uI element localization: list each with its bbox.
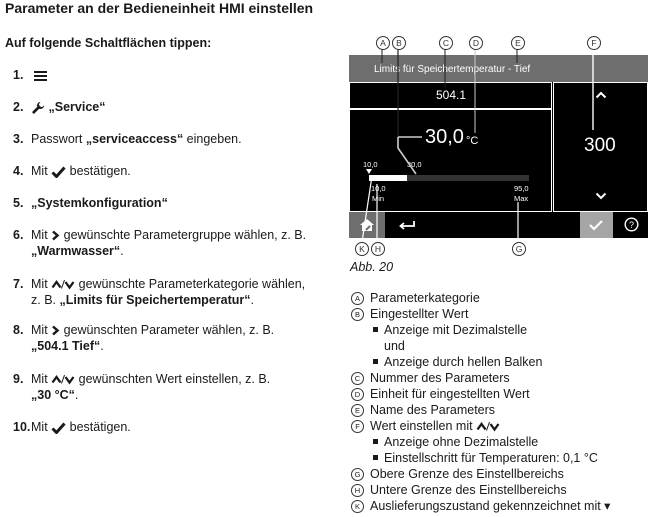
legend-b-item-1: Anzeige mit Dezimalstelle	[373, 322, 527, 338]
chevron-right-icon	[51, 230, 60, 241]
callout-f: F	[587, 36, 601, 50]
legend-f-item-1: Anzeige ohne Dezimalstelle	[373, 434, 538, 450]
hmi-unit: °C	[466, 135, 479, 147]
up-down-arrows-icon	[51, 374, 75, 385]
hmi-bar-value: 30,0	[407, 160, 422, 169]
step-5: 5. „Systemkonfiguration“	[13, 196, 168, 210]
callout-k: K	[355, 242, 369, 256]
step-10: 10.Mit bestätigen.	[13, 420, 131, 434]
hmi-category-label: Limits für Speichertemperatur - Tief	[374, 64, 531, 75]
callout-e: E	[511, 36, 525, 50]
intro-text: Auf folgende Schaltflächen tippen:	[5, 36, 212, 50]
callout-a: A	[376, 36, 390, 50]
up-down-arrows-icon	[51, 279, 75, 290]
up-down-arrows-icon	[476, 421, 500, 432]
hmi-min-value: 10,0	[371, 184, 386, 193]
legend-k: K Auslieferungszustand gekennzeichnet mit ▾	[351, 498, 610, 514]
hmi-max-value: 95,0	[514, 184, 529, 193]
step-8: 8. Mit gewünschten Parameter wählen, z. B. „504.1 Tief“.	[13, 323, 275, 353]
callout-g: G	[512, 242, 526, 256]
callout-b: B	[392, 36, 406, 50]
callout-h: H	[371, 242, 385, 256]
legend-h: H Untere Grenze des Einstellbereichs	[351, 482, 567, 498]
legend-c: C Nummer des Parameters	[351, 370, 510, 386]
hmi-set-value: 30,0	[425, 126, 464, 148]
legend-b-und: und	[384, 339, 405, 353]
wrench-icon	[31, 101, 45, 115]
legend-b-item-2: Anzeige durch hellen Balken	[373, 354, 542, 370]
legend-d: D Einheit für eingestellten Wert	[351, 386, 530, 402]
chevron-right-icon	[51, 325, 60, 336]
menu-icon	[34, 71, 47, 81]
step-2: 2. „Service“	[13, 100, 106, 114]
legend-g: G Obere Grenze des Einstellbereichs	[351, 466, 564, 482]
step-6: 6. Mit gewünschte Parametergruppe wählen, z. B. „Warmwasser“.	[13, 228, 307, 258]
hmi-param-number: 504.1	[436, 88, 467, 102]
step-7: 7. Mit gewünschte Parameterkategorie wählen, z. B. „Limits für Speichertemperatur“.	[13, 277, 306, 307]
callout-d: D	[469, 36, 483, 50]
hmi-max-label: Max	[514, 194, 529, 203]
hmi-default-value: 10,0	[363, 160, 378, 169]
step-9: 9. Mit gewünschten Wert einstellen, z. B. „30 °C“.	[13, 372, 271, 402]
svg-text:?: ?	[628, 220, 635, 230]
legend-f: F Wert einstellen mit	[351, 418, 500, 434]
hmi-adjust-value: 300	[584, 135, 616, 156]
callout-c: C	[439, 36, 453, 50]
step-4: 4. Mit bestätigen.	[13, 164, 131, 178]
legend-e: E Name des Parameters	[351, 402, 495, 418]
checkmark-icon	[51, 166, 66, 178]
page-title: Parameter an der Bedieneinheit HMI einstellen	[5, 0, 314, 16]
hmi-min-label: Min	[372, 194, 385, 203]
legend-f-item-2: Einstellschritt für Temperaturen: 0,1 °C	[373, 450, 598, 466]
legend-a: A Parameterkategorie	[351, 290, 480, 306]
step-1: 1.	[13, 67, 331, 83]
figure-caption: Abb. 20	[350, 260, 394, 274]
step-3: 3. Passwort „serviceaccess“ eingeben.	[13, 132, 242, 146]
checkmark-icon	[51, 422, 66, 434]
legend-b: B Eingestellter Wert	[351, 306, 468, 322]
callout-leader-lines	[340, 30, 656, 260]
